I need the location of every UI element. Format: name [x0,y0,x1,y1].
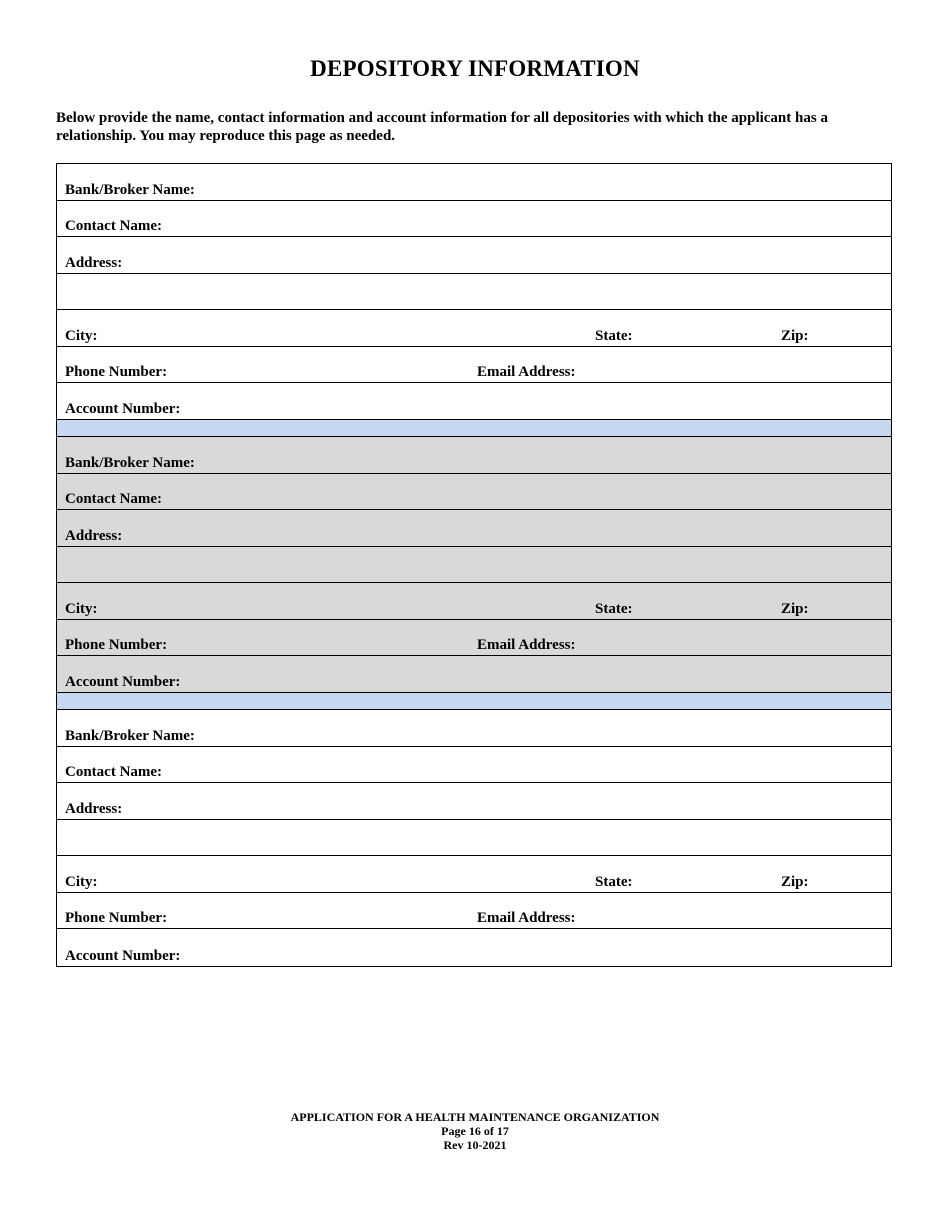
bank-broker-name-row-3[interactable] [57,710,891,747]
footer-form-title: APPLICATION FOR A HEALTH MAINTENANCE ORGANIZATION [290,1110,660,1124]
email-address-label: Email Address: [477,364,576,380]
bank-broker-name-label: Bank/Broker Name: [65,727,195,744]
account-number-label: Account Number: [65,673,181,690]
phone-number-label: Phone Number: [65,637,168,653]
account-number-label: Account Number: [65,947,181,964]
city-state-zip-row-2[interactable] [57,583,891,620]
address-line2-row-3[interactable] [57,820,891,857]
phone-number-label: Phone Number: [65,910,168,926]
account-number-row-1[interactable] [57,383,891,420]
address-label: Address: [65,527,123,544]
zip-label: Zip: [781,600,809,617]
contact-name-row-1[interactable] [57,201,891,238]
bank-broker-name-label: Bank/Broker Name: [65,454,195,471]
address-label: Address: [65,800,123,817]
footer-revision: Rev 10-2021 [443,1138,507,1152]
contact-name-row-2[interactable] [57,474,891,511]
contact-name-row-3[interactable] [57,747,891,784]
bank-broker-name-row-1[interactable] [57,164,891,201]
depository-form [56,163,892,967]
address-line2-row-2[interactable] [57,547,891,584]
city-state-zip-row-1[interactable] [57,310,891,347]
account-number-row-3[interactable] [57,929,891,966]
zip-label: Zip: [781,873,809,890]
zip-label: Zip: [781,327,809,344]
state-label: State: [595,873,633,890]
city-label: City: [65,327,98,344]
address-row-1[interactable] [57,237,891,274]
block-separator [57,693,891,711]
state-label: State: [595,600,633,617]
state-label: State: [595,327,633,344]
contact-name-label: Contact Name: [65,764,163,780]
address-label: Address: [65,254,123,271]
email-address-label: Email Address: [477,637,576,653]
city-state-zip-row-3[interactable] [57,856,891,893]
email-address-label: Email Address: [477,910,576,926]
phone-email-row-1[interactable] [57,347,891,384]
footer-page-number: Page 16 of 17 [441,1124,509,1138]
address-line2-row-1[interactable] [57,274,891,311]
bank-broker-name-label: Bank/Broker Name: [65,181,195,198]
address-row-3[interactable] [57,783,891,820]
account-number-row-2[interactable] [57,656,891,693]
phone-number-label: Phone Number: [65,364,168,380]
intro-text: Below provide the name, contact information and account information for all depositories with which the applicant has a relationship. You may reproduce this page as needed. [56,110,828,144]
block-separator [57,420,891,438]
contact-name-label: Contact Name: [65,218,163,234]
city-label: City: [65,873,98,890]
page-title: DEPOSITORY INFORMATION [310,56,640,81]
bank-broker-name-row-2[interactable] [57,437,891,474]
phone-email-row-3[interactable] [57,893,891,930]
city-label: City: [65,600,98,617]
page-footer [0,1110,950,1152]
account-number-label: Account Number: [65,400,181,417]
contact-name-label: Contact Name: [65,491,163,507]
address-row-2[interactable] [57,510,891,547]
phone-email-row-2[interactable] [57,620,891,657]
